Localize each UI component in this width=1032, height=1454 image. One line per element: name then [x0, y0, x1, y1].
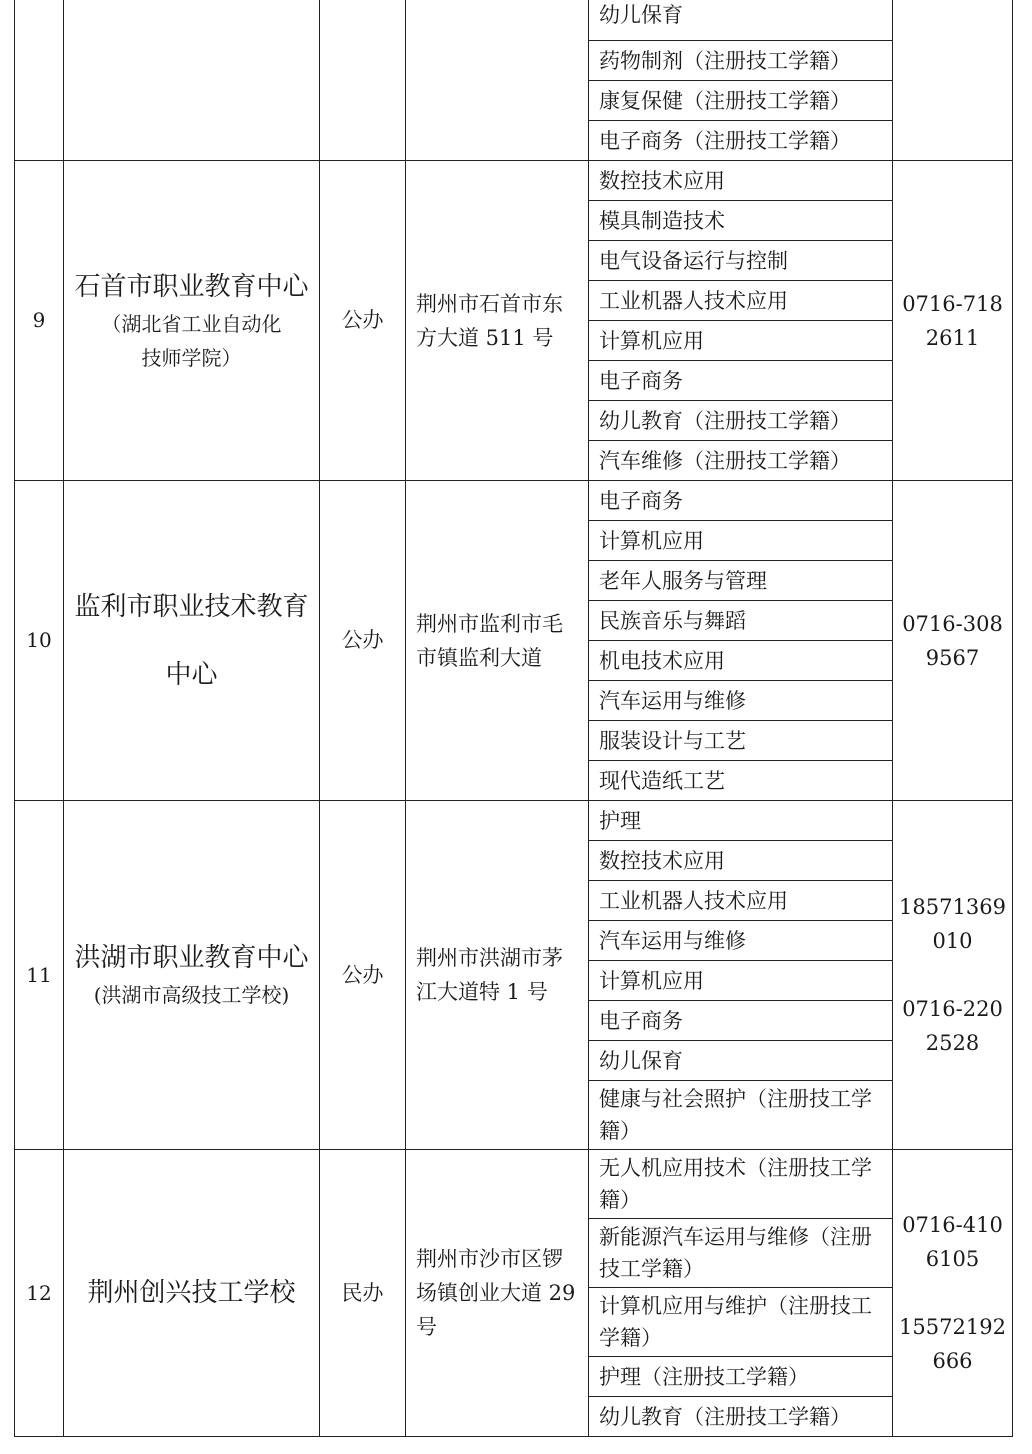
major-name: 服装设计与工艺 [599, 728, 746, 753]
school-seq: 9 [32, 308, 46, 332]
school-name-cell [64, 1150, 320, 1437]
major-name: 现代造纸工艺 [599, 768, 725, 793]
major-name: 汽车运用与维修 [599, 928, 746, 953]
major-name: 数控技术应用 [599, 168, 725, 193]
school-phone: 15572192666 [899, 1315, 1006, 1373]
school-former-name: (洪湖市高级技工学校) [93, 983, 290, 1007]
major-cell [589, 281, 893, 321]
school-seq-cell [15, 0, 64, 161]
major-name: 电子商务 [599, 368, 683, 393]
school-type-cell [320, 801, 406, 1150]
major-cell [589, 921, 893, 961]
major-name: 无人机应用技术（注册技工学籍） [599, 1156, 872, 1212]
school-name-cell [64, 161, 320, 481]
school-address-cell [406, 0, 589, 161]
major-cell [589, 561, 893, 601]
school-type: 公办 [341, 962, 384, 987]
major-name: 汽车维修（注册技工学籍） [599, 448, 851, 473]
major-cell [589, 1397, 893, 1437]
school-phone: 0716-4106105 [902, 1213, 1003, 1271]
school-former-name: （湖北省工业自动化技师学院） [101, 311, 282, 370]
school-address-cell [406, 161, 589, 481]
major-row [15, 161, 1013, 201]
major-cell [589, 881, 893, 921]
major-name: 护理（注册技工学籍） [599, 1364, 809, 1389]
school-type-cell [320, 0, 406, 161]
major-name: 计算机应用与维护（注册技工学籍） [599, 1294, 872, 1350]
school-name: 石首市职业教育中心 [74, 271, 309, 302]
major-name: 计算机应用 [599, 328, 704, 353]
major-cell [589, 1288, 893, 1357]
major-name: 计算机应用 [599, 968, 704, 993]
major-name: 康复保健（注册技工学籍） [599, 88, 851, 113]
school-phone: 0716-7182611 [902, 291, 1003, 350]
major-cell [589, 1041, 893, 1081]
school-seq: 10 [26, 628, 52, 652]
major-name: 民族音乐与舞蹈 [599, 608, 746, 633]
school-type-cell [320, 161, 406, 481]
school-address: 荆州市沙市区锣场镇创业大道 29 号 [416, 1247, 576, 1339]
major-cell [589, 641, 893, 681]
major-cell [589, 841, 893, 881]
school-type-cell [320, 481, 406, 801]
school-name: 监利市职业技术教育中心 [74, 591, 309, 690]
major-name: 电子商务（注册技工学籍） [599, 128, 851, 153]
school-type: 公办 [341, 308, 384, 332]
major-name: 汽车运用与维修 [599, 688, 746, 713]
school-phone-cell [893, 161, 1013, 481]
major-name: 护理 [599, 808, 641, 833]
major-cell [589, 761, 893, 801]
major-name: 幼儿保育 [599, 1048, 683, 1073]
major-row [15, 1150, 1013, 1219]
school-address-cell [406, 801, 589, 1150]
major-name: 幼儿教育（注册技工学籍） [599, 1404, 851, 1429]
major-cell [589, 161, 893, 201]
major-name: 幼儿保育 [599, 2, 683, 27]
schools-table-body [15, 0, 1013, 1437]
school-type: 公办 [341, 628, 384, 652]
major-row [15, 481, 1013, 521]
major-cell [589, 121, 893, 161]
school-seq-cell [15, 161, 64, 481]
major-cell [589, 1150, 893, 1219]
major-cell [589, 681, 893, 721]
school-seq: 12 [26, 1280, 52, 1305]
major-name: 电子商务 [599, 1008, 683, 1033]
major-cell [589, 801, 893, 841]
school-name-cell [64, 481, 320, 801]
school-address: 荆州市洪湖市茅江大道特 1 号 [416, 946, 563, 1004]
major-name: 工业机器人技术应用 [599, 888, 788, 913]
major-name: 电子商务 [599, 488, 683, 513]
major-name: 老年人服务与管理 [599, 568, 767, 593]
major-cell [589, 1001, 893, 1041]
major-cell [589, 1357, 893, 1397]
school-address-cell [406, 1150, 589, 1437]
major-cell [589, 401, 893, 441]
school-phone: 0716-2202528 [902, 997, 1003, 1055]
major-cell [589, 1081, 893, 1150]
phone-gap [893, 1276, 1012, 1310]
major-cell [589, 321, 893, 361]
major-name: 工业机器人技术应用 [599, 288, 788, 313]
major-cell [589, 81, 893, 121]
major-row [15, 0, 1013, 41]
school-phone-cell [893, 1150, 1013, 1437]
major-cell [589, 1219, 893, 1288]
school-type-cell [320, 1150, 406, 1437]
school-address-cell [406, 481, 589, 801]
school-seq-cell [15, 1150, 64, 1437]
school-phone-cell [893, 481, 1013, 801]
school-seq-cell [15, 801, 64, 1150]
school-seq-cell [15, 481, 64, 801]
phone-gap [893, 958, 1012, 992]
major-cell [589, 521, 893, 561]
major-cell [589, 721, 893, 761]
school-address: 荆州市监利市毛市镇监利大道 [416, 611, 563, 670]
school-name: 荆州创兴技工学校 [87, 1278, 296, 1308]
major-name: 药物制剂（注册技工学籍） [599, 48, 851, 73]
major-cell [589, 961, 893, 1001]
school-name: 洪湖市职业教育中心 [74, 943, 309, 973]
major-cell [589, 201, 893, 241]
major-name: 新能源汽车运用与维修（注册技工学籍） [599, 1225, 872, 1281]
major-name: 计算机应用 [599, 528, 704, 553]
major-row [15, 801, 1013, 841]
school-name-cell [64, 0, 320, 161]
major-cell [589, 241, 893, 281]
school-name-cell [64, 801, 320, 1150]
major-name: 机电技术应用 [599, 648, 725, 673]
school-phone-cell [893, 801, 1013, 1150]
major-name: 数控技术应用 [599, 848, 725, 873]
major-name: 模具制造技术 [599, 208, 725, 233]
school-address: 荆州市石首市东方大道 511 号 [416, 291, 563, 350]
school-seq: 11 [26, 962, 52, 987]
school-phone-cell [893, 0, 1013, 161]
major-cell [589, 481, 893, 521]
school-type: 民办 [341, 1280, 384, 1305]
schools-table [14, 0, 1013, 1437]
major-cell [589, 601, 893, 641]
major-name: 电气设备运行与控制 [599, 248, 788, 273]
school-phone: 18571369010 [899, 895, 1006, 953]
school-phone: 0716-3089567 [902, 611, 1003, 670]
major-cell [589, 441, 893, 481]
major-name: 幼儿教育（注册技工学籍） [599, 408, 851, 433]
major-cell [589, 361, 893, 401]
major-cell [589, 41, 893, 81]
major-cell [589, 0, 893, 41]
major-name: 健康与社会照护（注册技工学籍） [599, 1087, 872, 1143]
